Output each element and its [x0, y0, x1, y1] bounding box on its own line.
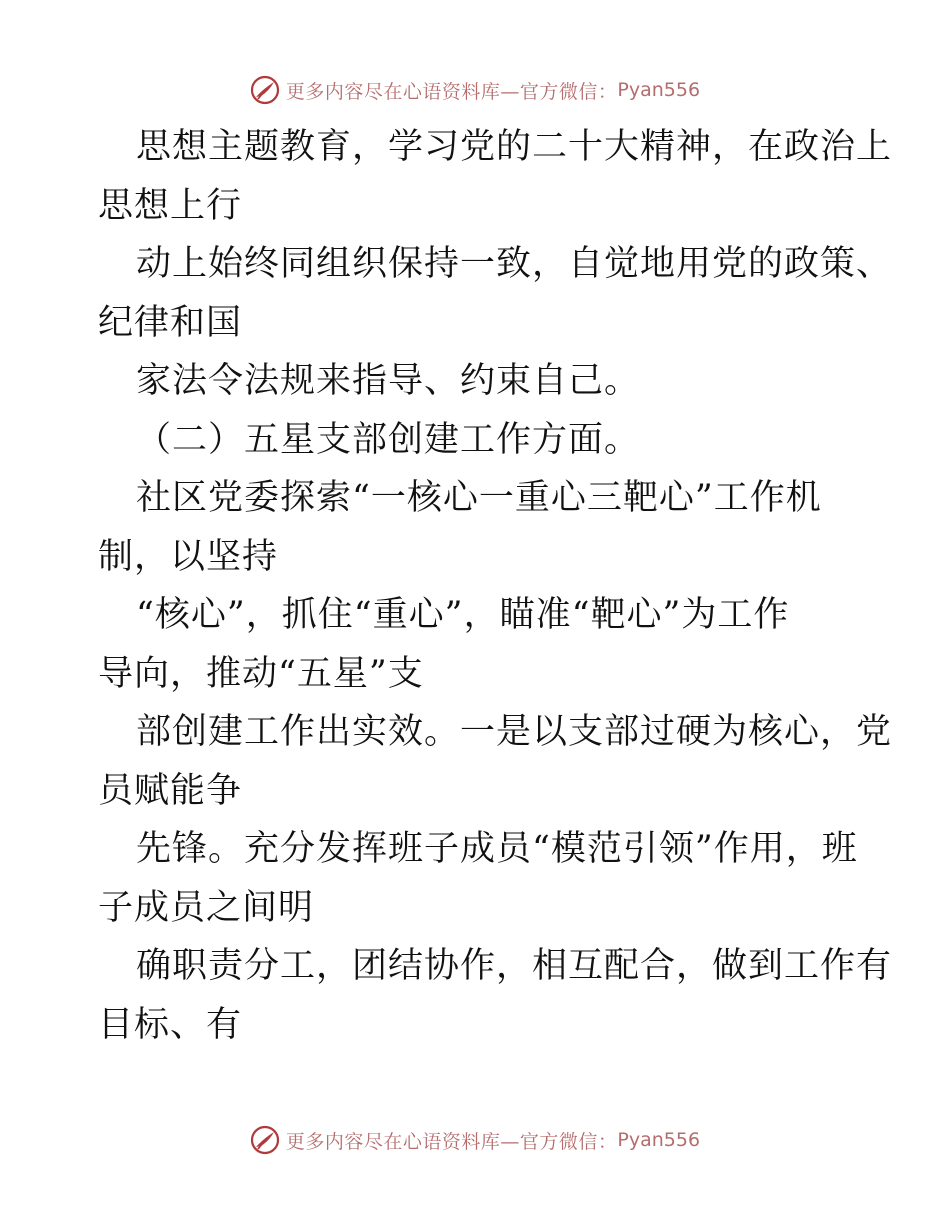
- footer-watermark-banner: [0, 1120, 950, 1160]
- text-line: 部创建工作出实效。一是以支部过硬为核心，党: [136, 712, 893, 752]
- text-line: 动上始终同组织保持一致，自觉地用党的政策、: [136, 244, 893, 284]
- text-line: 子成员之间明: [98, 887, 315, 928]
- red-quill-logo-icon: [250, 75, 280, 105]
- text-line: 家法令法规来指导、约束自己。: [136, 361, 641, 401]
- text-line: 制，以坚持: [98, 536, 279, 577]
- text-line: 员赋能争: [98, 770, 243, 811]
- text-line: 先锋。充分发挥班子成员“模范引领”作用，班: [136, 829, 858, 869]
- text-line: （二）五星支部创建工作方面。: [136, 419, 641, 460]
- text-line: 思想主题教育，学习党的二十大精神，在政治上: [136, 127, 893, 167]
- footer-banner-text: 更多内容尽在心语资料库—官方微信：: [285, 1130, 618, 1153]
- text-line: 社区党委探索“一核心一重心三靶心”工作机: [136, 478, 822, 518]
- text-line: 确职责分工，团结协作，相互配合，做到工作有: [136, 946, 893, 986]
- text-line: 导向，推动“五星”支: [98, 653, 424, 694]
- header-banner-text: 更多内容尽在心语资料库—官方微信：: [285, 80, 618, 103]
- red-quill-logo-icon: [250, 1125, 280, 1155]
- document-body: [98, 118, 893, 1054]
- text-line: 纪律和国: [98, 302, 243, 343]
- text-line: “核心”，抓住“重心”，瞄准“靶心”为工作: [136, 595, 790, 635]
- header-banner-id: Pyan556: [617, 79, 701, 101]
- text-line: 目标、有: [98, 1004, 243, 1045]
- text-line: 思想上行: [98, 185, 243, 226]
- header-watermark-banner: [0, 70, 950, 110]
- footer-banner-id: Pyan556: [617, 1129, 701, 1151]
